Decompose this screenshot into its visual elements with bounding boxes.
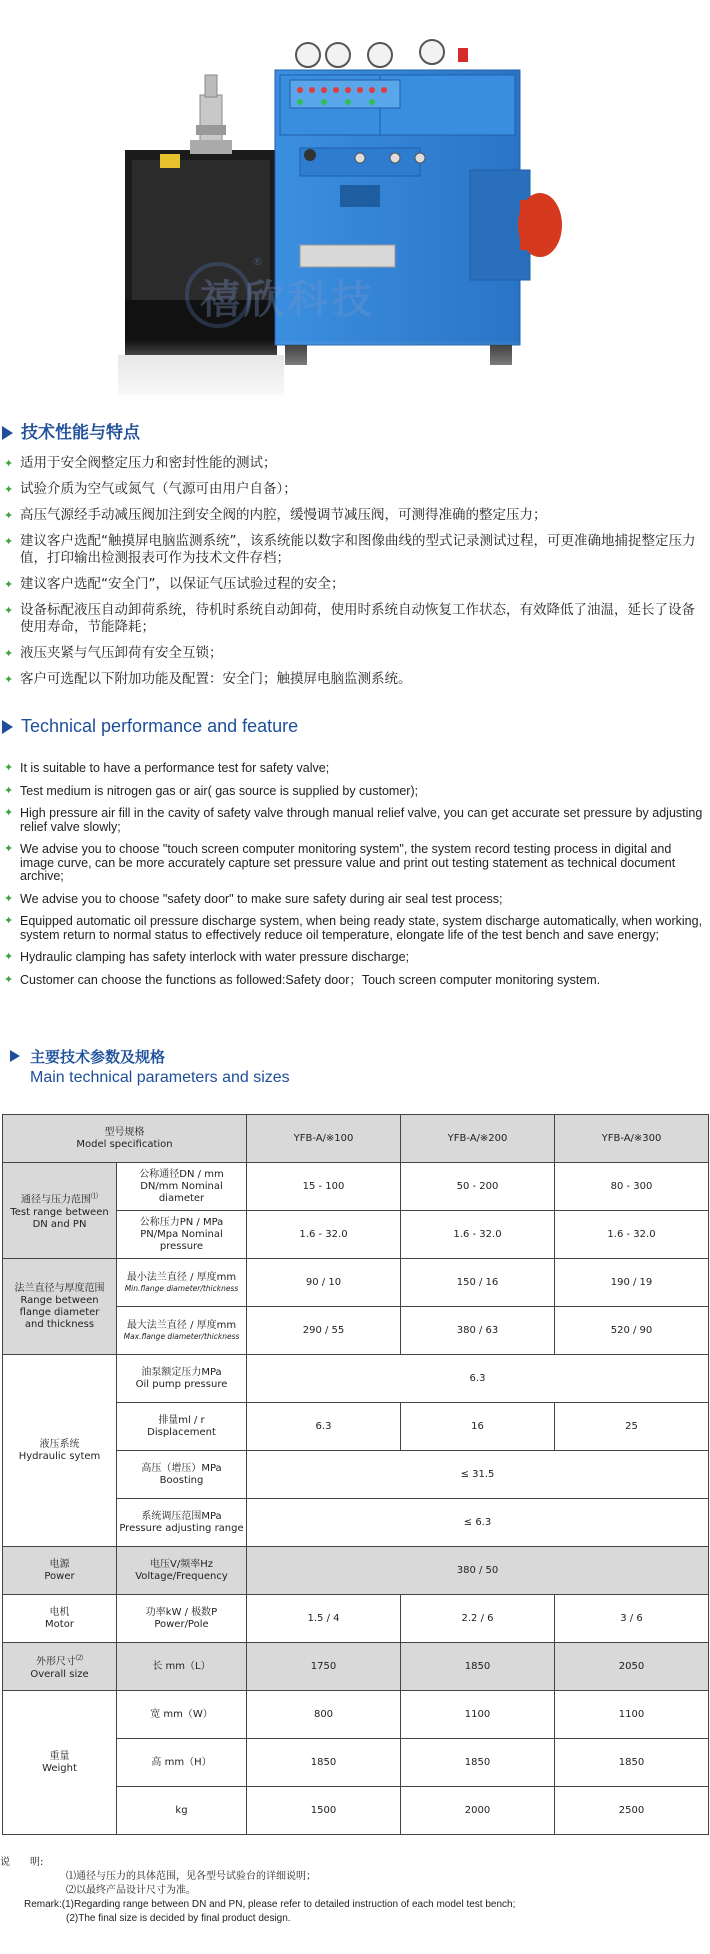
table-cell: 1750 <box>247 1643 401 1691</box>
group-hydraulic: 液压系统 Hydraulic sytem <box>3 1355 117 1547</box>
table-row <box>3 1547 709 1595</box>
table-cell: 15 - 100 <box>247 1163 401 1211</box>
row-label: 油泵额定压力MPa Oil pump pressure <box>117 1355 247 1403</box>
table-row <box>3 1595 709 1643</box>
remarks <box>0 1856 706 1926</box>
star-bullet-icon: ✦ <box>4 604 14 617</box>
list-item: ✦ 试验介质为空气或氮气（气源可由用户自备）； <box>4 481 297 497</box>
star-bullet-icon: ✦ <box>4 784 14 797</box>
list-item: ✦ Equipped automatic oil pressure discharge system, when being ready state, system discharge automatically, when working, system return to normal status to effectively reduce oil temperature, elongate life of the test bench and save energy; <box>4 914 703 942</box>
star-bullet-icon: ✦ <box>4 915 14 927</box>
table-cell: 1100 <box>555 1691 709 1739</box>
table-cell: ≤ 6.3 <box>247 1499 709 1547</box>
table-cell: 1850 <box>401 1643 555 1691</box>
row-label: 公称压力PN / MPa PN/Mpa Nominal pressure <box>117 1211 247 1259</box>
list-item: ✦ Test medium is nitrogen gas or air( gas source is supplied by customer); <box>4 783 419 798</box>
watermark-brand: 禧欣科技 <box>200 277 376 323</box>
group-motor: 电机 Motor <box>3 1595 117 1643</box>
star-bullet-icon: ✦ <box>4 509 14 522</box>
product-photo <box>0 0 710 410</box>
row-label: 公称通径DN / mm DN/mm Nominal diameter <box>117 1163 247 1211</box>
row-label: 功率kW / 极数P Power/Pole <box>117 1595 247 1643</box>
table-row <box>3 1163 709 1211</box>
table-cell: 6.3 <box>247 1403 401 1451</box>
remarks-label-cn: 说 明: <box>0 1857 44 1868</box>
table-cell: 1100 <box>401 1691 555 1739</box>
row-label: 系统调压范围MPa Pressure adjusting range <box>117 1499 247 1547</box>
table-row <box>3 1259 709 1307</box>
model-header: YFB-A/※100 <box>247 1115 401 1163</box>
remark-cn-1: ⑴通径与压力的具体范围，见各型号试验台的详细说明； <box>66 1871 316 1882</box>
list-item: ✦ We advise you to choose "touch screen computer monitoring system", the system record testing process in digital and image curve, can be more accurately capture set pressure value and print out testing statement as technical document archive; <box>4 842 676 883</box>
table-cell: 380 / 63 <box>401 1307 555 1355</box>
table-cell: 80 - 300 <box>555 1163 709 1211</box>
table-row <box>3 1355 709 1403</box>
table-cell: 3 / 6 <box>555 1595 709 1643</box>
list-item: ✦ 适用于安全阀整定压力和密封性能的测试； <box>4 455 277 471</box>
table-cell: 6.3 <box>247 1355 709 1403</box>
model-header: YFB-A/※200 <box>401 1115 555 1163</box>
table-cell: 1850 <box>555 1739 709 1787</box>
section-title-en: Technical performance and feature <box>2 716 298 737</box>
triangle-bullet-icon <box>2 720 13 734</box>
list-item: ✦ It is suitable to have a performance test for safety valve; <box>4 761 330 775</box>
params-heading <box>10 1046 290 1087</box>
table-cell: 190 / 19 <box>555 1259 709 1307</box>
list-item: ✦ High pressure air fill in the cavity of safety valve through manual relief valve, you can get accurate set pressure by adjusting relief valve slowly; <box>4 806 703 834</box>
params-title-cn: 主要技术参数及规格 <box>30 1048 166 1066</box>
table-cell: 2050 <box>555 1643 709 1691</box>
remark-en-1: Remark:(1)Regarding range between DN and PN, please refer to detailed instruction of each model test bench; <box>24 1899 516 1910</box>
star-bullet-icon: ✦ <box>4 762 14 774</box>
row-label: kg <box>117 1787 247 1835</box>
group-overall-size: 外形尺寸⑵ Overall size <box>3 1643 117 1691</box>
star-bullet-icon: ✦ <box>4 483 14 496</box>
table-cell: 380 / 50 <box>247 1547 709 1595</box>
star-bullet-icon: ✦ <box>4 457 14 470</box>
remark-en-2: (2)The final size is decided by final product design. <box>66 1913 291 1924</box>
remark-cn-2: ⑵以最终产品设计尺寸为准。 <box>66 1885 196 1896</box>
row-label: 长 mm（L） <box>117 1643 247 1691</box>
table-cell: 800 <box>247 1691 401 1739</box>
feature-list-en <box>4 762 704 996</box>
group-power: 电源 Power <box>3 1547 117 1595</box>
list-item: ✦ 高压气源经手动减压阀加注到安全阀的内腔，缓慢调节减压阀，可测得准确的整定压力； <box>4 507 547 523</box>
star-bullet-icon: ✦ <box>4 973 14 986</box>
table-cell: 2.2 / 6 <box>401 1595 555 1643</box>
model-spec-header: 型号规格 Model specification <box>3 1115 247 1163</box>
list-item: ✦ 客户可选配以下附加功能及配置：安全门；触摸屏电脑监测系统。 <box>4 671 412 687</box>
star-bullet-icon: ✦ <box>4 535 14 548</box>
star-bullet-icon: ✦ <box>4 807 14 819</box>
list-item: ✦ 建议客户选配“触摸屏电脑监测系统”，该系统能以数字和图像曲线的型式记录测试过程，可更准确地捕捉整定压力值，打印输出检测报表可作为技术文件存档； <box>4 533 696 566</box>
row-label: 最大法兰直径 / 厚度mm Max.flange diameter/thickness <box>117 1307 247 1355</box>
table-row <box>3 1643 709 1691</box>
star-bullet-icon: ✦ <box>4 951 14 963</box>
list-item: ✦ 设备标配液压自动卸荷系统，待机时系统自动卸荷，使用时系统自动恢复工作状态，有效降低了油温，延长了设备使用寿命，节能降耗； <box>4 602 695 635</box>
table-row <box>3 1691 709 1739</box>
feature-list-cn <box>4 455 704 697</box>
row-label: 高压（增压）MPa Boosting <box>117 1451 247 1499</box>
triangle-bullet-icon <box>2 426 13 440</box>
table-cell: ≤ 31.5 <box>247 1451 709 1499</box>
test-bench-illustration <box>0 0 710 410</box>
table-cell: 1.6 - 32.0 <box>555 1211 709 1259</box>
spec-table <box>2 1114 709 1835</box>
row-label: 排量ml / r Displacement <box>117 1403 247 1451</box>
list-item: ✦ Customer can choose the functions as followed:Safety door；Touch screen computer monitoring system. <box>4 972 601 987</box>
star-bullet-icon: ✦ <box>4 578 14 591</box>
table-row <box>3 1115 709 1163</box>
star-bullet-icon: ✦ <box>4 843 14 855</box>
table-cell: 1850 <box>247 1739 401 1787</box>
model-header: YFB-A/※300 <box>555 1115 709 1163</box>
list-item: ✦ 建议客户选配“安全门”，以保证气压试验过程的安全； <box>4 576 345 592</box>
group-weight: 重量 Weight <box>3 1691 117 1835</box>
table-cell: 1.5 / 4 <box>247 1595 401 1643</box>
star-bullet-icon: ✦ <box>4 647 14 660</box>
params-title-en: Main technical parameters and sizes <box>30 1069 290 1086</box>
registered-mark: ® <box>252 255 263 268</box>
row-label: 最小法兰直径 / 厚度mm Min.flange diameter/thickness <box>117 1259 247 1307</box>
table-cell: 1.6 - 32.0 <box>247 1211 401 1259</box>
table-cell: 150 / 16 <box>401 1259 555 1307</box>
group-flange: 法兰直径与厚度范围 Range between flange diameter and thickness <box>3 1259 117 1355</box>
star-bullet-icon: ✦ <box>4 892 14 905</box>
table-cell: 2500 <box>555 1787 709 1835</box>
row-label: 电压V/频率Hz Voltage/Frequency <box>117 1547 247 1595</box>
row-label: 宽 mm（W） <box>117 1691 247 1739</box>
list-item: ✦ 液压夹紧与气压卸荷有安全互锁； <box>4 645 223 661</box>
row-label: 高 mm（H） <box>117 1739 247 1787</box>
table-cell: 2000 <box>401 1787 555 1835</box>
list-item: ✦ Hydraulic clamping has safety interlock with water pressure discharge; <box>4 950 410 964</box>
group-test-range: 通径与压力范围⑴ Test range between DN and PN <box>3 1163 117 1259</box>
table-cell: 1850 <box>401 1739 555 1787</box>
list-item: ✦ We advise you to choose "safety door" to make sure safety during air seal test process; <box>4 891 503 906</box>
table-cell: 1500 <box>247 1787 401 1835</box>
table-cell: 90 / 10 <box>247 1259 401 1307</box>
section-title-cn: 技术性能与特点 <box>2 418 140 443</box>
table-cell: 25 <box>555 1403 709 1451</box>
triangle-bullet-icon <box>10 1050 20 1062</box>
table-cell: 290 / 55 <box>247 1307 401 1355</box>
star-bullet-icon: ✦ <box>4 673 14 686</box>
table-cell: 16 <box>401 1403 555 1451</box>
table-cell: 1.6 - 32.0 <box>401 1211 555 1259</box>
table-cell: 520 / 90 <box>555 1307 709 1355</box>
table-cell: 50 - 200 <box>401 1163 555 1211</box>
